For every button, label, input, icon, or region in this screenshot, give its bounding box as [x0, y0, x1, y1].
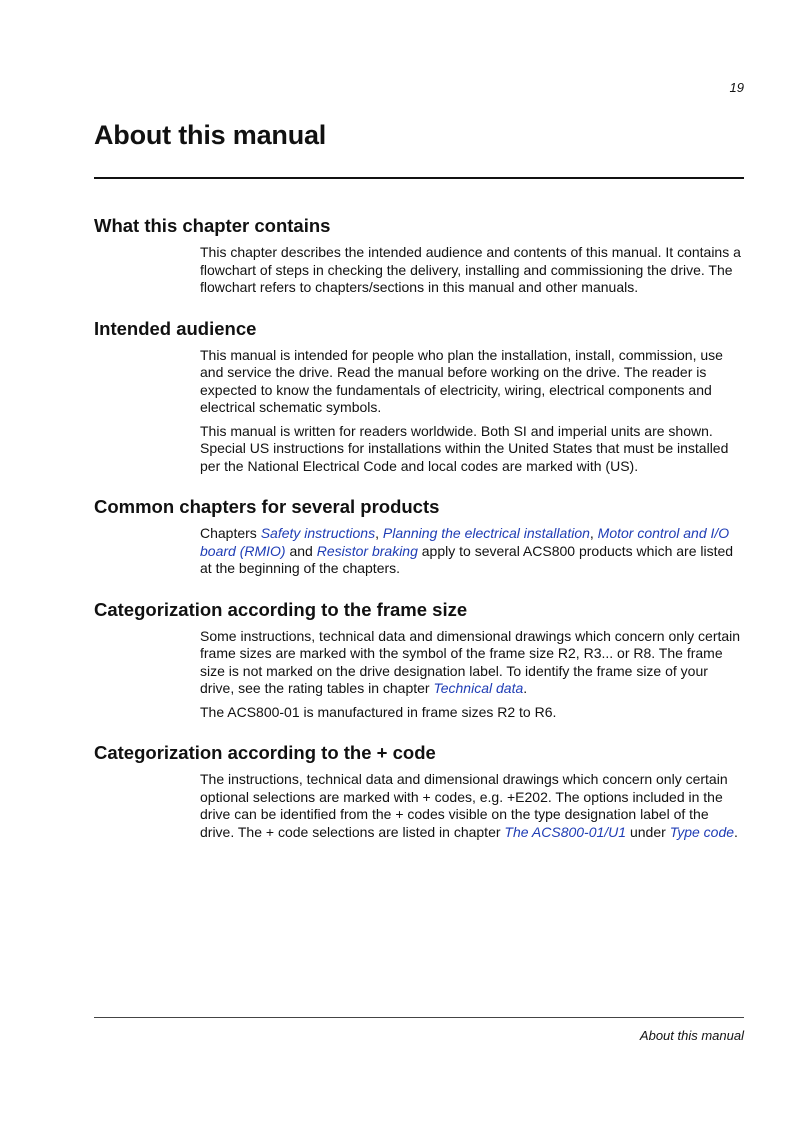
chapter-title: About this manual [94, 120, 327, 150]
paragraph [200, 771, 744, 841]
text-run: apply to several ACS800 products which are listed at the beginning of the chapters. [200, 542, 734, 576]
chapter-content [94, 214, 744, 861]
section-plus-code [94, 741, 744, 841]
text-run: The instructions, technical data and dimensional drawings which concern only certain optional selections are marked with + codes, e.g. +E202. The options included in the drive can be identified from the + codes visible on the type designation label of the drive. The + code selections are listed in chapter [200, 771, 728, 840]
section-heading: Common chapters for several products [94, 496, 440, 517]
link-safety-instructions[interactable]: Safety instructions [260, 525, 376, 541]
footer-title: About this manual [639, 1028, 744, 1043]
text-run: and [285, 542, 317, 559]
section-intended-audience [94, 317, 744, 476]
text-run: Chapters [200, 525, 261, 541]
section-heading: Intended audience [94, 317, 257, 339]
section-heading: Categorization according to the + code [94, 742, 436, 763]
section-heading: Categorization according to the frame size [94, 598, 468, 620]
text-run: , [375, 525, 383, 541]
text-run: . [523, 680, 528, 696]
paragraph [200, 525, 744, 578]
section-common-chapters [94, 495, 744, 578]
paragraph: This chapter describes the intended audience and contents of this manual. It contains a flowchart of steps in checking the delivery, installing and commissioning the drive. The flowchart refers to chapters/sections in this manual and other manuals. [200, 244, 741, 295]
section-what-this-chapter-contains [94, 214, 744, 297]
link-type-code[interactable]: Type code [669, 823, 735, 840]
section-heading: What this chapter contains [94, 215, 331, 236]
text-run: under [626, 823, 670, 840]
title-divider [94, 177, 744, 179]
link-technical-data[interactable]: Technical data [433, 680, 524, 696]
paragraph [200, 628, 744, 698]
section-frame-size [94, 598, 744, 722]
paragraph: This manual is intended for people who plan the installation, install, commission, use and service the drive. Read the manual before working on the drive. The reader is expected to know the fundamentals of electricity, wiring, electrical components and electrical schematic symbols. [200, 346, 723, 415]
page-number: 19 [729, 80, 744, 95]
link-motor-control-io-board[interactable]: Motor control and I/O board (RMIO) [200, 525, 730, 559]
link-planning-electrical-installation[interactable]: Planning the electrical installation [382, 525, 590, 541]
text-run: Some instructions, technical data and dimensional drawings which concern only certain frame sizes are marked with the symbol of the frame size R2, R3... or R8. The frame size is not marked on the drive designation label. To identify the frame size of your drive, see the rating tables in chapter [200, 627, 741, 696]
text-run: , [589, 525, 598, 541]
text-run: . [734, 823, 738, 840]
footer-divider [94, 1017, 744, 1018]
paragraph: The ACS800-01 is manufactured in frame sizes R2 to R6. [200, 703, 557, 720]
paragraph: This manual is written for readers worldwide. Both SI and imperial units are shown. Special US instructions for installations within the United States that must be installed per the National Electrical Code and local codes are marked with (US). [200, 422, 729, 474]
link-acs800-01-u1[interactable]: The ACS800-01/U1 [504, 823, 627, 840]
link-resistor-braking[interactable]: Resistor braking [316, 542, 418, 559]
